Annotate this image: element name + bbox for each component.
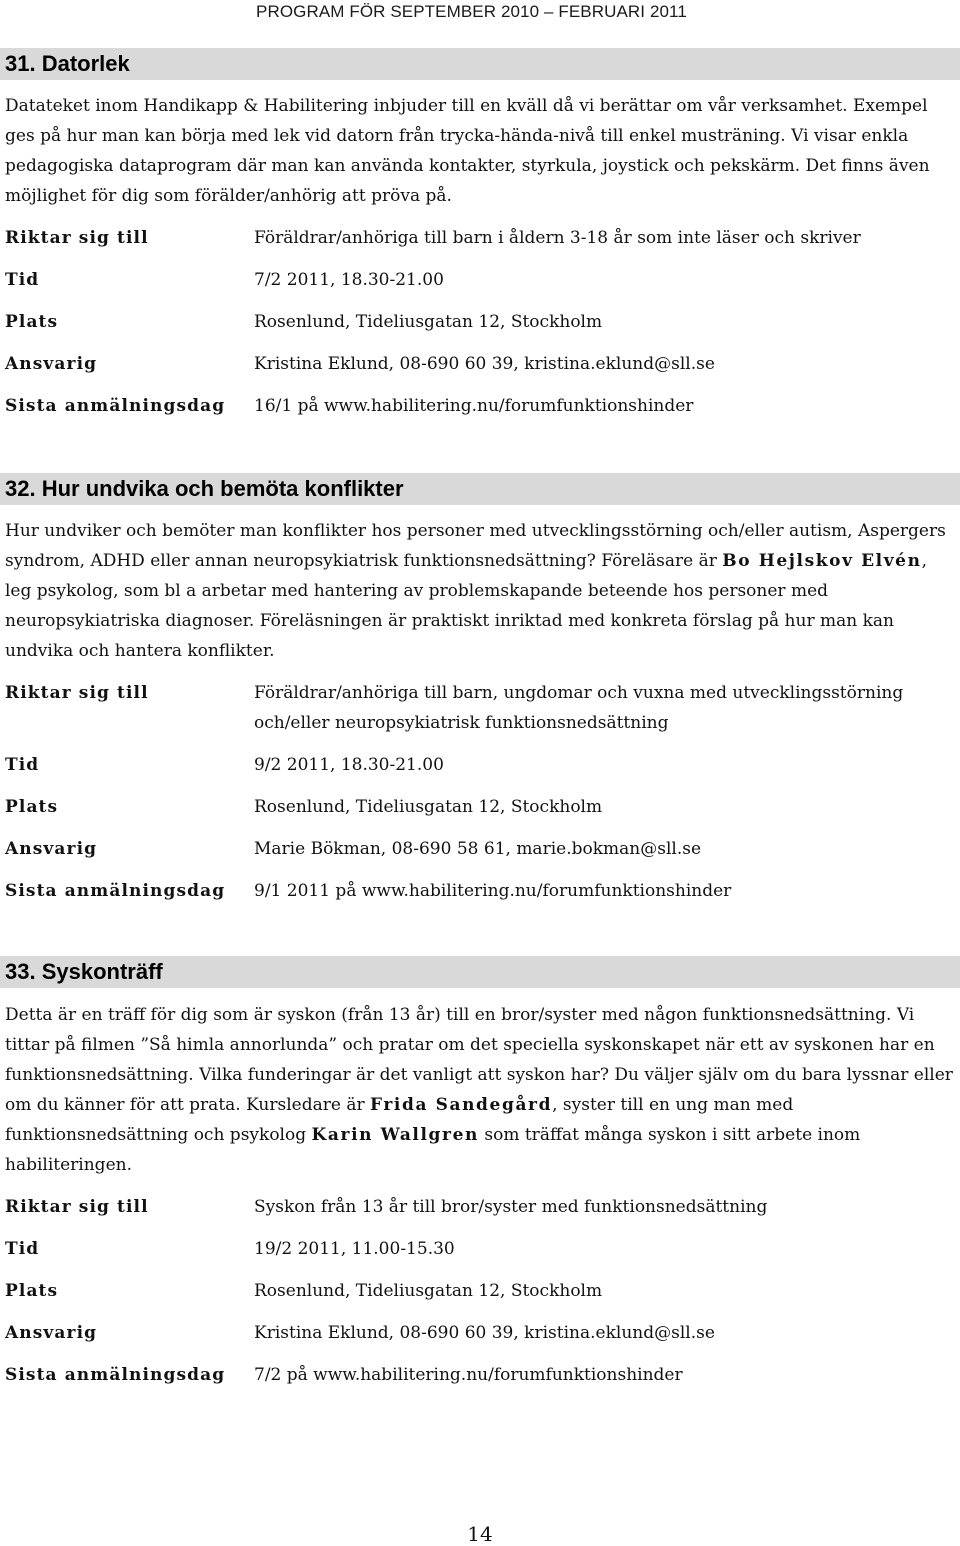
info-label: Tid — [5, 1239, 40, 1259]
info-label: Ansvarig — [5, 354, 98, 374]
section-konflikter — [0, 473, 960, 906]
info-label: Tid — [5, 270, 40, 290]
info-row-deadline — [0, 391, 960, 421]
info-label: Tid — [5, 755, 40, 775]
section-title: 31. Datorlek — [0, 48, 960, 80]
section-title: 32. Hur undvika och bemöta konflikter — [0, 473, 960, 505]
info-label: Riktar sig till — [5, 1197, 149, 1217]
info-label: Plats — [5, 1281, 59, 1301]
info-row-place — [0, 307, 960, 337]
info-label: Riktar sig till — [5, 683, 149, 703]
info-value: Rosenlund, Tideliusgatan 12, Stockholm — [254, 797, 603, 817]
course-leader-name: Frida Sandegård — [370, 1095, 553, 1115]
info-row-place — [0, 1276, 960, 1306]
info-row-place — [0, 792, 960, 822]
info-row-responsible — [0, 1318, 960, 1348]
info-value: 19/2 2011, 11.00-15.30 — [254, 1239, 455, 1259]
info-table — [0, 678, 960, 906]
info-label: Plats — [5, 797, 59, 817]
info-value: Föräldrar/anhöriga till barn i åldern 3-18 år som inte läser och skriver — [254, 228, 861, 248]
info-value: 9/1 2011 på www.habilitering.nu/forumfunktionshinder — [254, 881, 732, 901]
info-value: 7/2 på www.habilitering.nu/forumfunktionshinder — [254, 1365, 683, 1385]
info-label: Sista anmälningsdag — [5, 396, 226, 416]
info-value: 9/2 2011, 18.30-21.00 — [254, 755, 444, 775]
info-value: Kristina Eklund, 08-690 60 39, kristina.eklund@sll.se — [254, 1323, 715, 1343]
info-row-audience — [0, 678, 960, 738]
info-row-responsible — [0, 349, 960, 379]
description-text: Detta är en träff för dig som är syskon (från 13 år) till en bror/syster med någon funktionsnedsättning. Vi tittar på filmen ”Så himla annorlunda” och pratar om det speciella syskonskapet när ett av syskonen har en funktionsnedsättning. Vilka funderingar är det vanligt att syskon har? Du väljer själv om du bara lyssnar eller om du känner för att prata. Kursledare är — [5, 1005, 953, 1115]
info-row-deadline — [0, 876, 960, 906]
page-number: 14 — [467, 1522, 493, 1546]
info-label: Ansvarig — [5, 839, 98, 859]
lecturer-name: Bo Hejlskov Elvén — [722, 551, 922, 571]
info-row-deadline — [0, 1360, 960, 1390]
description-text: , leg psykolog, som bl a arbetar med hantering av problemskapande beteende hos personer med neuropsykiatriska diagnoser. Föreläsningen är praktiskt inriktad med konkreta förslag på hur man kan undvika och hantera konflikter. — [5, 551, 927, 661]
section-description — [0, 1000, 960, 1180]
info-label: Sista anmälningsdag — [5, 1365, 226, 1385]
info-row-time — [0, 750, 960, 780]
info-label: Ansvarig — [5, 1323, 98, 1343]
description-text: , syster till en ung man med funktionsnedsättning och psykolog — [5, 1095, 794, 1145]
description-text: Hur undviker och bemöter man konflikter hos personer med utvecklingsstörning och/eller autism, Aspergers syndrom, ADHD eller annan neuropsykiatrisk funktionsnedsättning? Föreläsare är — [5, 521, 946, 571]
section-datorlek — [0, 48, 960, 421]
info-label: Plats — [5, 312, 59, 332]
psychologist-name: Karin Wallgren — [311, 1125, 479, 1145]
info-value: Kristina Eklund, 08-690 60 39, kristina.eklund@sll.se — [254, 354, 715, 374]
info-value: 7/2 2011, 18.30-21.00 — [254, 270, 444, 290]
page-header: PROGRAM FÖR SEPTEMBER 2010 – FEBRUARI 2011 — [256, 2, 687, 21]
info-label: Sista anmälningsdag — [5, 881, 226, 901]
section-description — [0, 516, 960, 666]
description-text: som träffat många syskon i sitt arbete inom habiliteringen. — [5, 1125, 861, 1175]
info-value: 16/1 på www.habilitering.nu/forumfunktionshinder — [254, 396, 694, 416]
info-row-responsible — [0, 834, 960, 864]
info-table — [0, 223, 960, 421]
section-title: 33. Syskonträff — [0, 956, 960, 988]
section-syskontraff — [0, 956, 960, 1390]
info-value: Syskon från 13 år till bror/syster med funktionsnedsättning — [254, 1197, 768, 1217]
info-table — [0, 1192, 960, 1390]
info-row-audience — [0, 223, 960, 253]
info-value: Rosenlund, Tideliusgatan 12, Stockholm — [254, 1281, 603, 1301]
info-row-time — [0, 265, 960, 295]
info-value: Rosenlund, Tideliusgatan 12, Stockholm — [254, 312, 603, 332]
info-row-time — [0, 1234, 960, 1264]
info-row-audience — [0, 1192, 960, 1222]
info-label: Riktar sig till — [5, 228, 149, 248]
info-value: Föräldrar/anhöriga till barn, ungdomar och vuxna med utvecklingsstörning och/eller neuropsykiatrisk funktionsnedsättning — [254, 683, 904, 733]
section-description: Datateket inom Handikapp & Habilitering inbjuder till en kväll då vi berättar om vår verksamhet. Exempel ges på hur man kan börja med lek vid datorn från trycka-hända-nivå till enkel musträning. Vi visar enkla pedagogiska dataprogram där man kan använda kontakter, styrkula, joystick och pekskärm. Det finns även möjlighet för dig som förälder/anhörig att pröva på. — [5, 96, 930, 206]
info-value: Marie Bökman, 08-690 58 61, marie.bokman@sll.se — [254, 839, 702, 859]
